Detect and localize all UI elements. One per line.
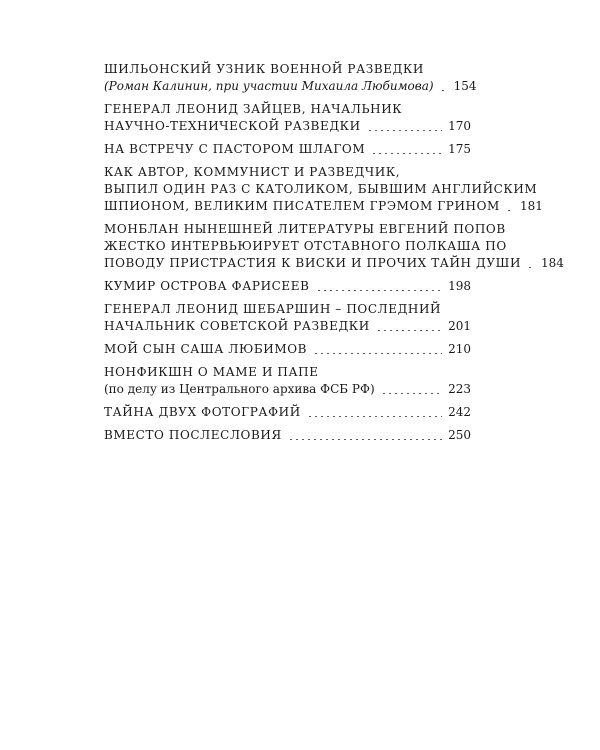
- toc-entry-last-line: [104, 381, 471, 398]
- dot-leader: [307, 416, 442, 417]
- toc-entry-title: НОНФИКШН О МАМЕ И ПАПЕ: [104, 365, 319, 379]
- toc-entry: [104, 61, 477, 95]
- dot-leader: [527, 267, 535, 268]
- toc-entry-title: ЖЕСТКО ИНТЕРВЬЮИРУЕТ ОТСТАВНОГО ПОЛКАША ПО: [104, 239, 507, 253]
- toc-entry: [104, 404, 471, 421]
- toc-page-number: 170: [448, 119, 471, 133]
- toc-entry-last-line: [104, 278, 471, 295]
- toc-entry-title: ВМЕСТО ПОСЛЕСЛОВИЯ: [104, 428, 282, 442]
- toc-entry-subtitle: (Роман Калинин, при участии Михаила Любимова): [104, 79, 434, 93]
- toc-page-number: 181: [519, 199, 543, 213]
- dot-leader: [313, 353, 442, 354]
- toc-entry-title: ВЫПИЛ ОДИН РАЗ С КАТОЛИКОМ, БЫВШИМ АНГЛИЙСКИМ: [104, 182, 538, 196]
- dot-leader: [316, 290, 443, 291]
- toc-entry-last-line: [104, 427, 471, 444]
- dot-leader: [288, 439, 442, 440]
- dot-leader: [440, 90, 448, 91]
- toc-page-number: 175: [448, 142, 471, 156]
- dot-leader: [381, 393, 442, 394]
- dot-leader: [376, 330, 442, 331]
- toc-entry-title: ГЕНЕРАЛ ЛЕОНИД ЗАЙЦЕВ, НАЧАЛЬНИК: [104, 102, 403, 116]
- toc-page-number: 250: [448, 428, 471, 442]
- toc-entry: [104, 164, 543, 215]
- toc-entry-last-line: НАУЧНО-ТЕХНИЧЕСКОЙ РАЗВЕДКИ 170: [104, 119, 471, 133]
- dot-leader: [506, 210, 514, 211]
- toc-entry-title: НА ВСТРЕЧУ С ПАСТОРОМ ШЛАГОМ: [104, 142, 366, 156]
- toc-entry-last-line: ШПИОНОМ, ВЕЛИКИМ ПИСАТЕЛЕМ ГРЭМОМ ГРИНОМ 181: [104, 199, 543, 213]
- toc-page-number: 210: [448, 342, 471, 356]
- table-of-contents: [104, 61, 564, 450]
- toc-page-number: 198: [448, 279, 471, 293]
- dot-leader: [371, 153, 442, 154]
- toc-entry-title: КУМИР ОСТРОВА ФАРИСЕЕВ: [104, 279, 310, 293]
- toc-entry-title: МОНБЛАН НЫНЕШНЕЙ ЛИТЕРАТУРЫ ЕВГЕНИЙ ПОПОВ: [104, 222, 506, 236]
- toc-entry-last-line: [104, 78, 477, 95]
- toc-page-number: 184: [541, 256, 564, 270]
- toc-entry-title: ГЕНЕРАЛ ЛЕОНИД ШЕБАРШИН – ПОСЛЕДНИЙ: [104, 302, 442, 316]
- toc-entry-subtitle: (по делу из Центрального архива ФСБ РФ): [104, 382, 375, 396]
- toc-entry-title: ШИЛЬОНСКИЙ УЗНИК ВОЕННОЙ РАЗВЕДКИ: [104, 62, 424, 76]
- toc-page-number: 201: [448, 319, 471, 333]
- toc-entry: [104, 101, 471, 135]
- toc-entry: [104, 141, 471, 158]
- toc-entry-last-line: НАЧАЛЬНИК СОВЕТСКОЙ РАЗВЕДКИ 201: [104, 319, 471, 333]
- toc-page-number: 242: [448, 405, 471, 419]
- dot-leader: [367, 130, 442, 131]
- toc-entry: [104, 301, 471, 335]
- toc-entry: [104, 427, 471, 444]
- toc-page-number: 154: [453, 79, 477, 93]
- toc-entry: [104, 341, 471, 358]
- toc-entry: [104, 364, 471, 398]
- toc-page-number: 223: [448, 382, 471, 396]
- toc-entry-last-line: [104, 404, 471, 421]
- toc-entry-last-line: ПОВОДУ ПРИСТРАСТИЯ К ВИСКИ И ПРОЧИХ ТАЙН ДУШИ 184: [104, 256, 564, 270]
- toc-entry-title: МОЙ СЫН САША ЛЮБИМОВ: [104, 342, 308, 356]
- toc-entry-title: ТАЙНА ДВУХ ФОТОГРАФИЙ: [104, 405, 301, 419]
- toc-entry-last-line: [104, 341, 471, 358]
- toc-entry: [104, 221, 564, 272]
- toc-entry: [104, 278, 471, 295]
- toc-entry-last-line: [104, 141, 471, 158]
- toc-entry-title: КАК АВТОР, КОММУНИСТ И РАЗВЕДЧИК,: [104, 165, 401, 179]
